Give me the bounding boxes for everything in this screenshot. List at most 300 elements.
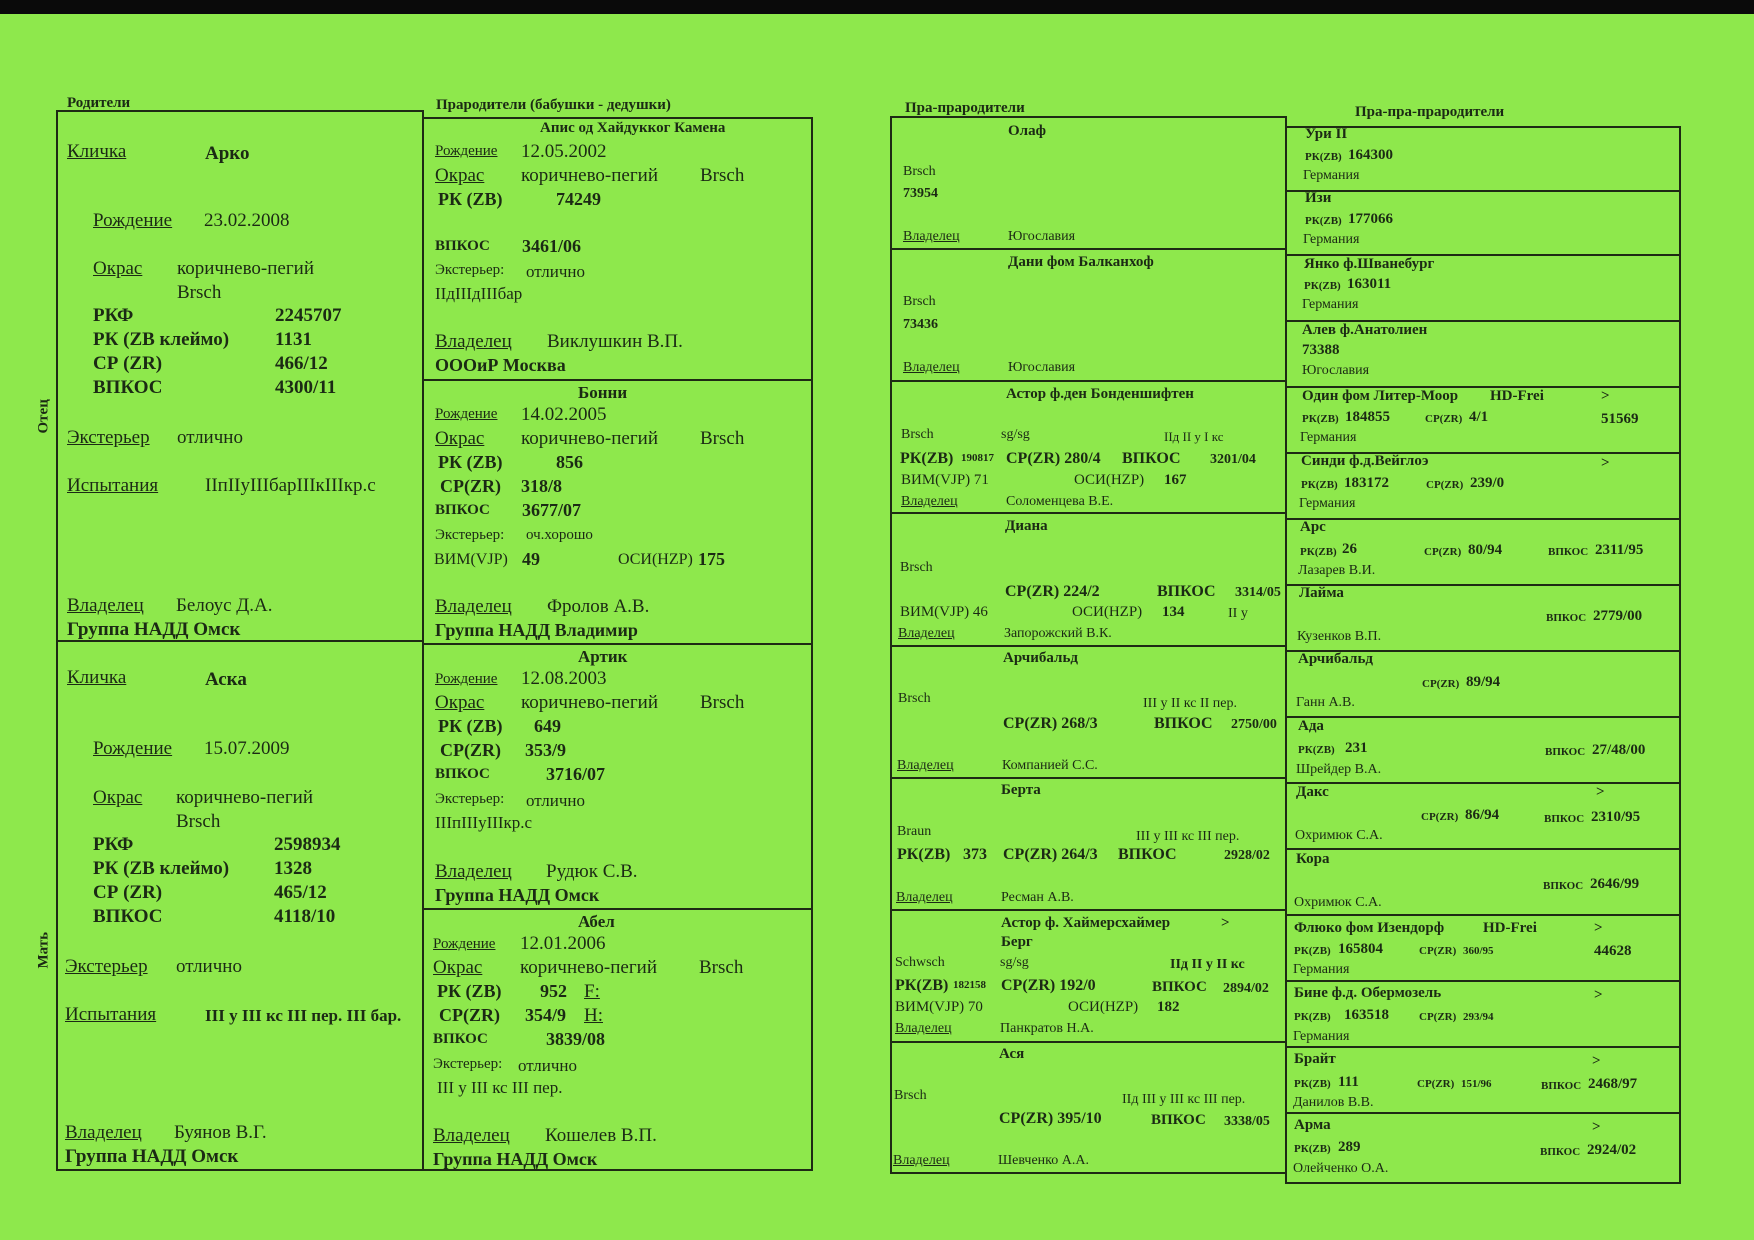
gggp-name: Дакс [1296, 784, 1329, 800]
ggp-name: Астор ф. Хаймерсхаймер [1001, 915, 1171, 931]
father-sr: 466/12 [275, 353, 328, 374]
mother-sr-label: СР (ZR) [93, 882, 163, 903]
gggp-vp: 27/48/00 [1592, 742, 1646, 758]
gggp-line: РК(ZB) [1294, 1143, 1331, 1155]
gggp-line: РК(ZB) [1304, 280, 1341, 292]
gggp-name: Бине ф.д. Обермозель [1294, 985, 1442, 1001]
mother-vpkos: 4118/10 [274, 906, 336, 927]
gggp-name: Кора [1296, 851, 1330, 867]
father-ext: отлично [177, 427, 243, 448]
ggp-osi: ОСИ(HZP) [1068, 999, 1139, 1015]
gp-owner: Виклушкин В.П. [547, 331, 683, 352]
gp-group: Группа НАДД Омск [433, 1149, 598, 1169]
ggp-breed: Braun [897, 824, 932, 839]
gp-rk: 649 [534, 716, 561, 736]
ggp-trials: III у III кс III пер. [1136, 829, 1240, 844]
gggp-sr-label: СР(ZR) [1421, 811, 1459, 823]
mother-group: Группа НАДД Омск [65, 1146, 239, 1167]
gggp-arrow: > [1594, 987, 1603, 1003]
gp-birth-label: Рождение [435, 143, 498, 159]
ggp-owner-label: Владелец [893, 1153, 950, 1168]
gggp-rk: 184855 [1345, 409, 1390, 425]
gp-group: ОООиР Москва [435, 355, 566, 375]
ggp-owner: Ресман А.В. [1001, 890, 1074, 905]
father-box [56, 110, 424, 642]
mother-rk-label: РК (ZB клеймо) [93, 858, 230, 879]
gggp-vp-label: ВПКОС [1546, 612, 1587, 624]
gggp-country: Германия [1300, 430, 1357, 445]
ggp-name: Арчибальд [1003, 650, 1078, 666]
gggp-rk: 164300 [1348, 147, 1393, 163]
label-father: Отец [35, 399, 52, 434]
gp-vpkos-label: ВПКОС [435, 766, 490, 782]
ggp-line1: РК(ZB) [900, 450, 954, 467]
father-vpkos-label: ВПКОС [93, 377, 163, 398]
gp-birth-label: Рождение [433, 936, 496, 952]
ggp-rk: 182158 [953, 979, 986, 991]
ggp-trials: II у [1228, 606, 1248, 621]
gggp-rk: 289 [1338, 1139, 1361, 1155]
gggp-name: Арс [1300, 519, 1326, 535]
mother-name-label: Кличка [67, 667, 127, 688]
gggp-rk: 231 [1345, 740, 1368, 756]
ggp-osi: ОСИ(HZP) [1072, 604, 1143, 620]
gp-trials: III у III кс III пер. [437, 1078, 563, 1097]
gggp-sr: 360/95 [1463, 945, 1494, 957]
father-trials-label: Испытания [67, 475, 159, 496]
ggp-rk: 190817 [961, 452, 994, 464]
ggp-vpkos-val: 2750/00 [1231, 717, 1277, 732]
gggp-vp: 2468/97 [1588, 1076, 1638, 1092]
ggp-osi-val: 167 [1164, 472, 1187, 488]
gggp-owner: Шрейдер В.А. [1296, 762, 1382, 777]
gp-rk: 856 [556, 452, 583, 472]
gggp-extra: 44628 [1594, 943, 1632, 959]
gggp-vp: 2924/02 [1587, 1142, 1637, 1158]
gggp-line: РК(ZB) [1294, 1078, 1331, 1090]
gp-breed: Brsch [700, 692, 745, 713]
ggp-line1: РК(ZB) [897, 846, 951, 863]
gp-vim: 49 [522, 549, 540, 569]
gp-birth-label: Рождение [435, 406, 498, 422]
gggp-vp-label: ВПКОС [1544, 813, 1585, 825]
gggp-name: Алев ф.Анатолиен [1302, 322, 1428, 338]
gggp-line: РК(ZB) [1301, 479, 1338, 491]
gp-name: Апис од Хайдукког Камена [540, 120, 726, 136]
ggp-name: Диана [1005, 518, 1048, 534]
ggp-osi-val: 182 [1157, 999, 1180, 1015]
gp-vpkos: 3461/06 [522, 236, 582, 256]
gggp-owner: Охримюк С.А. [1295, 828, 1383, 843]
gp-ext: отлично [518, 1056, 578, 1075]
ggp-num: 73436 [903, 317, 938, 332]
ggp-breed: Brsch [894, 1088, 927, 1103]
gp-owner-label: Владелец [435, 331, 512, 352]
gp-vim-label: ВИМ(VJP) [434, 551, 508, 568]
gp-sr: 353/9 [525, 740, 567, 760]
gp-vpkos: 3677/07 [522, 500, 582, 520]
ggp-owner-label: Владелец [903, 360, 960, 375]
ggp-rk: 373 [963, 846, 987, 863]
gp-sr-label: СР(ZR) [440, 740, 501, 760]
ggp-owner-label: Владелец [903, 229, 960, 244]
gggp-sr: 239/0 [1470, 475, 1505, 491]
gggp-sr: 4/1 [1469, 409, 1489, 425]
gp-h-label: H: [584, 1005, 603, 1026]
ggp-osi: ОСИ(HZP) [1074, 472, 1145, 488]
father-name: Арко [205, 143, 250, 164]
gggp-name: Изи [1305, 190, 1332, 206]
mother-vpkos-label: ВПКОС [93, 906, 163, 927]
scan-top-edge [0, 0, 1754, 14]
gggp-vp: 2646/99 [1590, 876, 1640, 892]
gggp-sr: 86/94 [1465, 807, 1500, 823]
gggp-country: Германия [1303, 232, 1360, 247]
ggp-breed: Brsch [898, 691, 931, 706]
father-sr-label: СР (ZR) [93, 353, 163, 374]
gggp-line: РК(ZB) [1302, 413, 1339, 425]
mother-owner-label: Владелец [65, 1122, 142, 1143]
gp-group: Группа НАДД Владимир [435, 620, 638, 640]
father-birth-label: Рождение [93, 210, 173, 231]
mother-ext-label: Экстерьер [65, 956, 148, 977]
ggp-owner-label: Владелец [901, 494, 958, 509]
gggp-arrow: > [1594, 920, 1603, 936]
father-ext-label: Экстерьер [67, 427, 150, 448]
gggp-name: Один фом Литер-Моор [1302, 388, 1459, 404]
gggp-country: Югославия [1302, 363, 1370, 378]
gggp-line: РК(ZB) [1305, 215, 1342, 227]
gp-ext-label: Экстерьер: [435, 791, 505, 807]
ggp-arrow: > [1221, 915, 1230, 931]
gp-birth: 14.02.2005 [521, 404, 607, 425]
ggp-breed: Brsch [903, 294, 936, 309]
ggp-breed: Schwsch [895, 955, 945, 970]
ggp-name: Олаф [1008, 123, 1046, 139]
gp-f-label: F: [584, 981, 600, 1002]
gggp-country: Германия [1293, 1029, 1350, 1044]
gp-sr: 318/8 [521, 476, 563, 496]
ggp-extra: sg/sg [1001, 427, 1030, 442]
gggp-sr-label: СР(ZR) [1425, 413, 1463, 425]
gggp-name: Ури II [1305, 126, 1348, 142]
gggp-vp: 2310/95 [1591, 809, 1641, 825]
gggp-name: Лайма [1299, 585, 1344, 601]
gp-birth: 12.01.2006 [520, 933, 606, 954]
gggp-sr-label: СР(ZR) [1419, 945, 1457, 957]
gggp-vp: 2311/95 [1595, 542, 1644, 558]
gggp-rk: 26 [1342, 541, 1357, 557]
gggp-arrow: > [1596, 784, 1605, 800]
mother-color: коричнево-пегий [176, 787, 313, 808]
ggp-owner-label: Владелец [896, 890, 953, 905]
gggp-vp-label: ВПКОС [1541, 1080, 1582, 1092]
gggp-owner: Кузенков В.П. [1297, 629, 1382, 644]
gp-vpkos: 3839/08 [546, 1029, 606, 1049]
gggp-name: Синди ф.д.Вейглоэ [1301, 453, 1429, 469]
gp-name: Абел [578, 912, 615, 931]
gggp-name: Янко ф.Шванебург [1304, 256, 1435, 272]
father-rkf-label: РКФ [93, 305, 134, 326]
ggp-vpkos: ВПКОС [1151, 1112, 1206, 1128]
gggp-arrow: > [1601, 455, 1610, 471]
gp-trials: IIIпIIIуIIIкр.с [435, 813, 533, 832]
ggp-vpkos-val: 2894/02 [1223, 981, 1269, 996]
gggp-rk: 163518 [1344, 1007, 1389, 1023]
ggp-owner-label: Владелец [895, 1021, 952, 1036]
ggp-vim: ВИМ(VJP) 70 [895, 999, 983, 1015]
ggp-name: Астор ф.ден Бонденшифтен [1006, 386, 1194, 402]
father-rkf: 2245707 [275, 305, 342, 326]
mother-trials-label: Испытания [65, 1004, 157, 1025]
ggp-sr: СР(ZR) 280/4 [1006, 450, 1101, 467]
gggp-line: РК(ZB) [1298, 744, 1335, 756]
gggp-line: РК(ZB) [1294, 1011, 1331, 1023]
gggp-country: Германия [1293, 962, 1350, 977]
gggp-vp-label: ВПКОС [1548, 546, 1589, 558]
gggp-line: РК(ZB) [1305, 151, 1342, 163]
ggp-sr: СР(ZR) 224/2 [1005, 583, 1100, 600]
ggp-vpkos-val: 3201/04 [1210, 452, 1256, 467]
gggp-sr: 151/96 [1461, 1078, 1492, 1090]
gp-sr-label: СР(ZR) [439, 1005, 500, 1025]
ggp-owner-label: Владелец [897, 758, 954, 773]
ggp-extra: sg/sg [1000, 955, 1029, 970]
gp-breed: Brsch [699, 957, 744, 978]
gggp-vp-label: ВПКОС [1540, 1146, 1581, 1158]
gp-rk-label: РК (ZB) [437, 981, 502, 1001]
gp-name: Артик [578, 647, 628, 666]
ggp-sr: СР(ZR) 268/3 [1003, 715, 1098, 732]
ggp-sr: СР(ZR) 264/3 [1003, 846, 1098, 863]
gp-vpkos-label: ВПКОС [435, 502, 490, 518]
gggp-rk: 111 [1338, 1074, 1359, 1090]
gggp-arrow: > [1592, 1119, 1601, 1135]
mother-name: Аска [205, 669, 247, 690]
gp-owner-label: Владелец [433, 1125, 510, 1146]
gggp-vp-label: ВПКОС [1543, 880, 1584, 892]
father-color: коричнево-пегий [177, 258, 314, 279]
gp-color-label: Окрас [435, 428, 485, 449]
mother-rk: 1328 [274, 858, 312, 879]
gggp-line: РК(ZB) [1294, 945, 1331, 957]
ggp-sr: СР(ZR) 395/10 [999, 1110, 1102, 1127]
gggp-rk: 183172 [1344, 475, 1389, 491]
header-great-grandparents: Пра-прародители [905, 100, 1025, 116]
ggp-name: Ася [999, 1046, 1025, 1062]
mother-birth: 15.07.2009 [204, 738, 290, 759]
gggp-name: Арма [1294, 1117, 1331, 1133]
gggp-name: Ада [1298, 718, 1324, 734]
gggp-hd: HD-Frei [1483, 920, 1537, 936]
mother-ext: отлично [176, 956, 242, 977]
gp-owner-label: Владелец [435, 596, 512, 617]
ggp-line1: РК(ZB) [895, 977, 949, 994]
mother-trials: III у III кс III пер. III бар. [205, 1006, 402, 1025]
mother-birth-label: Рождение [93, 738, 173, 759]
gp-color: коричнево-пегий [521, 692, 658, 713]
ggp-vpkos-val: 2928/02 [1224, 848, 1270, 863]
father-trials: IIпIIуIIIбарIIIкIIIкр.с [205, 475, 376, 496]
gggp-country: Германия [1299, 496, 1356, 511]
mother-breed: Brsch [176, 811, 221, 832]
gp-ext-label: Экстерьер: [435, 527, 505, 543]
father-color-label: Окрас [93, 258, 143, 279]
ggp-owner: Панкратов Н.А. [1000, 1021, 1094, 1036]
gggp-sr-label: СР(ZR) [1426, 479, 1464, 491]
ggp-vim: ВИМ(VJP) 46 [900, 604, 988, 620]
mother-rkf-label: РКФ [93, 834, 134, 855]
gggp-country: Германия [1303, 168, 1360, 183]
ggp-owner: Запорожский В.К. [1004, 626, 1112, 641]
mother-color-label: Окрас [93, 787, 143, 808]
ggp-owner: Компанией С.С. [1002, 758, 1098, 773]
gggp-arrow: > [1592, 1053, 1601, 1069]
gggp-name: Арчибальд [1298, 651, 1373, 667]
gp-color: коричнево-пегий [521, 428, 658, 449]
gp-rk: 74249 [556, 189, 601, 209]
ggp-vpkos: ВПКОС [1118, 846, 1177, 863]
ggp-trials: IIд III у III кс III пер. [1122, 1092, 1246, 1107]
gggp-name: Брайт [1294, 1051, 1336, 1067]
ggp-sr: СР(ZR) 192/0 [1001, 977, 1096, 994]
ggp-vim: ВИМ(VJP) 71 [901, 472, 989, 488]
gp-osi: 175 [698, 549, 725, 569]
gp-rk: 952 [540, 981, 567, 1001]
father-rk-label: РК (ZB клеймо) [93, 329, 230, 350]
gggp-rk: 163011 [1347, 276, 1392, 292]
gp-sr-label: СР(ZR) [440, 476, 501, 496]
ggp-vpkos: ВПКОС [1157, 583, 1216, 600]
ggp-trials: IIд II у II кс [1170, 957, 1245, 972]
gggp-sr: 293/94 [1463, 1011, 1494, 1023]
gggp-arrow: > [1601, 388, 1610, 404]
gggp-hd: HD-Frei [1490, 388, 1544, 404]
father-birth: 23.02.2008 [204, 210, 290, 231]
header-great-great-grandparents: Пра-пра-прародители [1355, 104, 1505, 120]
gp-rk-label: РК (ZB) [438, 189, 503, 209]
father-name-label: Кличка [67, 141, 127, 162]
ggp-trials: IIд II у I кс [1164, 429, 1224, 444]
header-parents: Родители [67, 95, 131, 111]
father-owner-label: Владелец [67, 595, 144, 616]
gggp-sr: 80/94 [1468, 542, 1503, 558]
ggp-owner: Югославия [1008, 229, 1076, 244]
gp-breed: Brsch [700, 428, 745, 449]
father-breed: Brsch [177, 282, 222, 303]
gp-owner: Рудюк С.В. [546, 861, 638, 882]
ggp-breed: Brsch [901, 427, 934, 442]
ggp-owner-label: Владелец [898, 626, 955, 641]
ggp-owner: Шевченко А.А. [998, 1153, 1089, 1168]
ggp-trials: III у II кс II пер. [1143, 696, 1238, 711]
gp-breed: Brsch [700, 165, 745, 186]
gp-color: коричнево-пегий [520, 957, 657, 978]
gp-ext: отлично [526, 791, 586, 810]
gp-sr: 354/9 [525, 1005, 567, 1025]
gggp-name: Флюко фом Изендорф [1294, 920, 1445, 936]
gggp-line: РК(ZB) [1300, 546, 1337, 558]
gp-owner: Кошелев В.П. [545, 1125, 657, 1146]
gggp-owner: Охримюк С.А. [1294, 895, 1382, 910]
gp-color-label: Окрас [433, 957, 483, 978]
gggp-sr-label: СР(ZR) [1417, 1078, 1455, 1090]
gp-group: Группа НАДД Омск [435, 885, 600, 905]
gp-vpkos: 3716/07 [546, 764, 606, 784]
gggp-rk: 73388 [1302, 342, 1340, 358]
gp-ext: оч.хорошо [526, 527, 593, 543]
father-group: Группа НАДД Омск [67, 619, 241, 640]
father-rk: 1131 [275, 329, 312, 350]
gggp-sr-label: СР(ZR) [1422, 678, 1460, 690]
gggp-owner: Олейченко О.А. [1293, 1161, 1389, 1176]
gggp-sr-label: СР(ZR) [1424, 546, 1462, 558]
gp-birth: 12.08.2003 [521, 668, 607, 689]
ggp-vpkos: ВПКОС [1152, 979, 1207, 995]
ggp-name: Берта [1001, 782, 1041, 798]
gggp-vp-label: ВПКОС [1545, 746, 1586, 758]
gp-vpkos-label: ВПКОС [435, 238, 490, 254]
gggp-sr-label: СР(ZR) [1419, 1011, 1457, 1023]
ggp-vpkos: ВПКОС [1122, 450, 1181, 467]
gp-owner-label: Владелец [435, 861, 512, 882]
header-grandparents: Прародители (бабушки - дедушки) [436, 97, 671, 113]
gp-ext-label: Экстерьер: [435, 262, 505, 278]
gggp-extra: 51569 [1601, 411, 1639, 427]
gp-ext: отлично [526, 262, 586, 281]
gp-rk-label: РК (ZB) [438, 716, 503, 736]
gp-color: коричнево-пегий [521, 165, 658, 186]
mother-owner: Буянов В.Г. [174, 1122, 267, 1143]
gggp-sr: 89/94 [1466, 674, 1501, 690]
mother-rkf: 2598934 [274, 834, 341, 855]
gggp-vp: 2779/00 [1593, 608, 1643, 624]
ggp-name2: Берг [1001, 934, 1033, 950]
ggp-owner: Соломенцева В.Е. [1006, 494, 1114, 509]
gggp-owner: Данилов В.В. [1293, 1095, 1374, 1110]
gp-birth-label: Рождение [435, 671, 498, 687]
gggp-owner: Ганн А.В. [1296, 695, 1355, 710]
gggp-owner: Лазарев В.И. [1298, 563, 1376, 578]
gp-color-label: Окрас [435, 692, 485, 713]
gp-ext-label: Экстерьер: [433, 1056, 503, 1072]
father-owner: Белоус Д.А. [176, 595, 273, 616]
gggp-country: Германия [1302, 297, 1359, 312]
ggp-num: 73954 [903, 186, 938, 201]
ggp-breed: Brsch [900, 560, 933, 575]
gp-name: Бонни [578, 383, 628, 402]
mother-sr: 465/12 [274, 882, 327, 903]
ggp-breed: Brsch [903, 164, 936, 179]
gp-birth: 12.05.2002 [521, 141, 607, 162]
ggp-name: Дани фом Балканхоф [1008, 254, 1154, 270]
gp-color-label: Окрас [435, 165, 485, 186]
label-mother: Мать [35, 931, 52, 969]
gp-osi-label: ОСИ(HZP) [618, 551, 693, 568]
gp-trials: IIдIIIдIIIбар [435, 284, 523, 303]
ggp-vpkos-val: 3314/05 [1235, 585, 1281, 600]
ggp-vpkos-val: 3338/05 [1224, 1114, 1270, 1129]
father-vpkos: 4300/11 [275, 377, 337, 398]
gp-rk-label: РК (ZB) [438, 452, 503, 472]
gp-owner: Фролов А.В. [547, 596, 650, 617]
gp-vpkos-label: ВПКОС [433, 1031, 488, 1047]
gggp-rk: 177066 [1348, 211, 1393, 227]
ggp-owner: Югославия [1008, 360, 1076, 375]
ggp-vpkos: ВПКОС [1154, 715, 1213, 732]
ggp-osi-val: 134 [1162, 604, 1185, 620]
gggp-rk: 165804 [1338, 941, 1383, 957]
